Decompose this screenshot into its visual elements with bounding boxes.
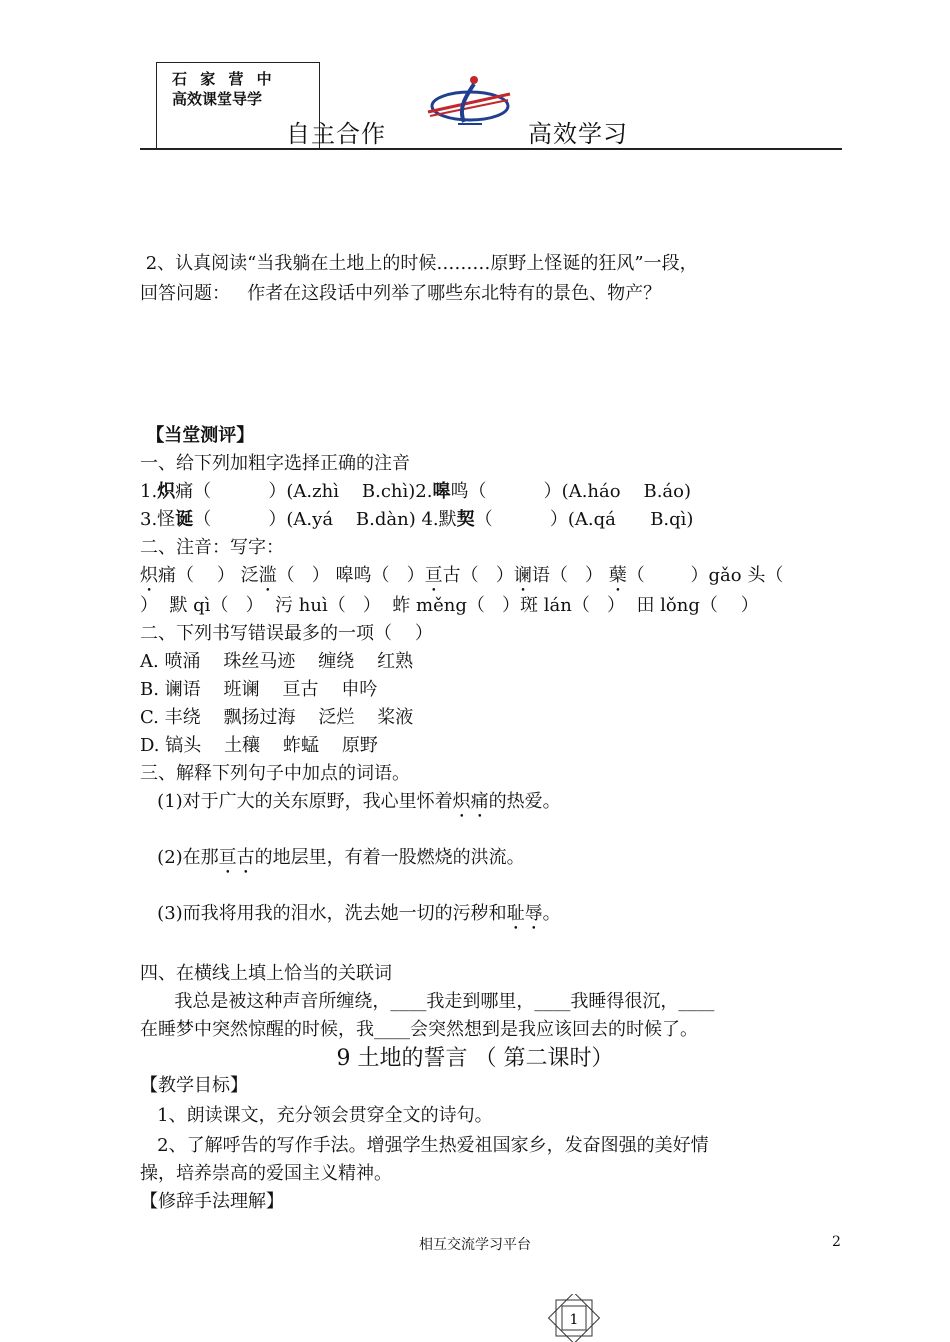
page-number: 2 (832, 1234, 841, 1250)
section2-row1: 炽痛（ ） 泛滥（ ） 嗥鸣（ ）亘古（ ）谰语（ ） 蘖（ ）gǎo 头（ (140, 565, 784, 586)
slogan-left: 自主合作 (286, 120, 386, 148)
section2-title: 二、注音：写字： (140, 537, 284, 558)
section5-line1: 我总是被这种声音所缠绕，____我走到哪里，____我睡得很沉，____ (140, 991, 715, 1012)
section1-title: 一、给下列加粗字选择正确的注音 (140, 453, 410, 474)
page-badge-icon (542, 1294, 606, 1342)
section4-title: 三、解释下列句子中加点的词语。 (140, 763, 410, 784)
option-b: B. 谰语 班谰 亘古 申吟 (140, 679, 378, 700)
section1-row1: 1.炽痛（ ）(A.zhì B.chì)2.嗥鸣（ ）(A.háo B.áo) (140, 481, 692, 502)
section4-item1: (1)对于广大的关东原野，我心里怀着炽痛的热爱。 (140, 791, 561, 812)
lesson-title: 9 土地的誓言 （ 第二课时） (336, 1046, 614, 1071)
school-subtitle: 高效课堂导学 (172, 90, 263, 108)
option-a: A. 喷涌 珠丝马迹 缠绕 红熟 (140, 651, 414, 672)
school-name: 石 家 营 中 (172, 70, 276, 88)
goal-2-line2: 操，培养崇高的爱国主义精神。 (140, 1163, 392, 1184)
goals-heading: 【教学目标】 (140, 1075, 248, 1096)
header-divider (140, 148, 842, 150)
school-logo-icon (418, 66, 518, 136)
question2-line2: 回答问题： 作者在这段话中列举了哪些东北特有的景色、物产？ (140, 283, 662, 304)
goal-2-line1: 2、了解呼告的写作手法。增强学生热爱祖国家乡，发奋图强的美好情 (140, 1135, 709, 1156)
test-heading: 【当堂测评】 (140, 425, 255, 446)
slogan-right: 高效学习 (528, 120, 628, 148)
section5-line2: 在睡梦中突然惊醒的时候，我____会突然想到是我应该回去的时候了。 (140, 1019, 698, 1040)
section2-row2: ） 默 qì（ ） 污 huì（ ） 蚱 měng（ ）斑 lán（ ） 田 lǒng（ ） (140, 595, 759, 616)
option-c: C. 丰绕 飘扬过海 泛烂 桨液 (140, 707, 414, 728)
section1-row2: 3.怪诞（ ）(A.yá B.dàn) 4.默契（ ）(A.qá B.qì) (140, 509, 694, 530)
footer-text: 相互交流学习平台 (419, 1237, 531, 1253)
goal-1: 1、朗读课文，充分领会贯穿全文的诗句。 (140, 1105, 493, 1126)
question2-line1: 2、认真阅读“当我躺在土地上的时候………原野上怪诞的狂风”一段， (140, 253, 698, 274)
badge-number: 1 (569, 1312, 579, 1328)
rhetoric-heading: 【修辞手法理解】 (140, 1191, 284, 1212)
section4-item2: (2)在那亘古的地层里，有着一股燃烧的洪流。 (140, 847, 525, 868)
section5-title: 四、在横线上填上恰当的关联词 (140, 963, 392, 984)
section4-item3: (3)而我将用我的泪水，洗去她一切的污秽和耻辱。 (140, 903, 561, 924)
section3-title: 二、下列书写错误最多的一项（ ） (140, 623, 433, 644)
option-d: D. 镐头 土穰 蚱蜢 原野 (140, 735, 378, 756)
